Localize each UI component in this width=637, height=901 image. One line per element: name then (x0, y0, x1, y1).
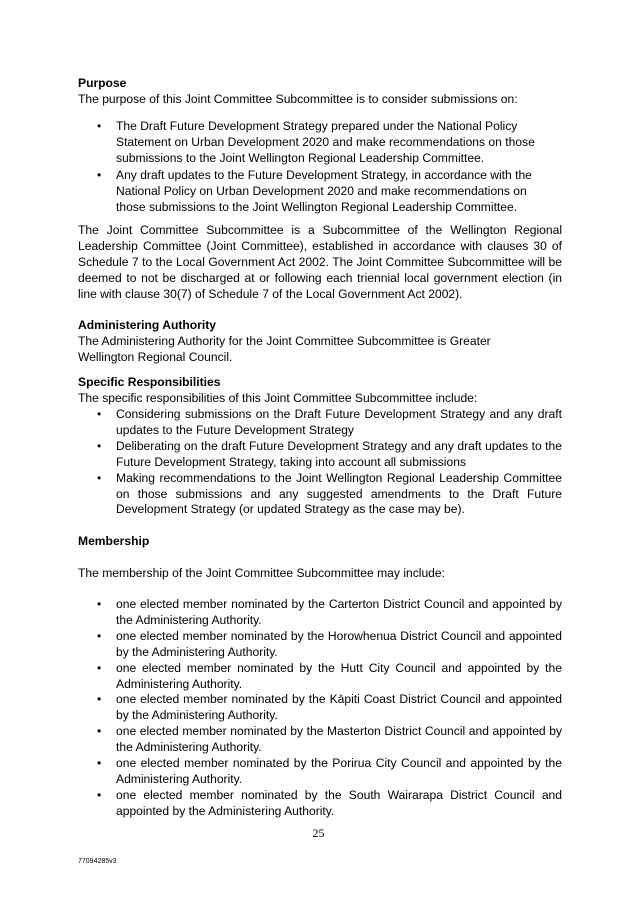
membership-item-4: • one elected member nominated by the Kāpiti Coast District Council and appointed by the Administering Authority. (78, 692, 562, 724)
membership-item-3: • one elected member nominated by the Hutt City Council and appointed by the Administering Authority. (78, 661, 562, 693)
purpose-intro: The purpose of this Joint Committee Subcommittee is to consider submissions on: (78, 92, 518, 106)
document-reference: 77094285v3 (78, 858, 117, 865)
administering-heading: Administering Authority (78, 318, 216, 332)
responsibilities-intro: The specific responsibilities of this Joint Committee Subcommittee include: (78, 391, 478, 405)
administering-text: The Administering Authority for the Joint Committee Subcommittee is Greater Wellington Regional Council. (78, 334, 491, 364)
membership-intro: The membership of the Joint Committee Subcommittee may include: (78, 566, 445, 580)
membership-item-6: • one elected member nominated by the Porirua City Council and appointed by the Administering Authority. (78, 756, 562, 788)
purpose-list (78, 119, 548, 215)
responsibility-item-2: • Deliberating on the draft Future Development Strategy and any draft updates to the Future Development Strategy, taking into account all submissions (78, 439, 562, 471)
page-number: 25 (312, 826, 325, 840)
membership-item-2: • one elected member nominated by the Horowhenua District Council and appointed by the Administering Authority. (78, 629, 562, 661)
membership-item-5: • one elected member nominated by the Masterton District Council and appointed by the Administering Authority. (78, 724, 562, 756)
purpose-item-1: • The Draft Future Development Strategy prepared under the National Policy Statement on Urban Development 2020 and make recommendations on those submissions to the Joint Wellington Regional Leadership Committee. (78, 119, 548, 167)
membership-item-7: • one elected member nominated by the South Wairarapa District Council and appointed by the Administering Authority. (78, 788, 562, 820)
membership-item-1: • one elected member nominated by the Carterton District Council and appointed by the Administering Authority. (78, 597, 562, 629)
responsibilities-list (78, 407, 562, 518)
membership-heading: Membership (78, 534, 150, 548)
responsibility-item-3: • Making recommendations to the Joint Wellington Regional Leadership Committee on those submissions and any suggested amendments to the Draft Future Development Strategy (or updated Strategy as the case may be). (78, 471, 562, 519)
purpose-paragraph: The Joint Committee Subcommittee is a Subcommittee of the Wellington Regional Leadership Committee (Joint Committee), established in accordance with clauses 30 of Schedule 7 to the Local Government Act 2002. The Joint Committee Subcommittee will be deemed to not be discharged at or following each triennial local government election (in line with clause 30(7) of Schedule 7 of the Local Government Act 2002). (78, 223, 562, 301)
purpose-heading: Purpose (78, 76, 127, 90)
purpose-item-2: • Any draft updates to the Future Development Strategy, in accordance with the National Policy on Urban Development 2020 and make recommendations on those submissions to the Joint Wellington Regional Leadership Committee. (78, 168, 548, 216)
responsibilities-heading: Specific Responsibilities (78, 375, 221, 389)
responsibility-item-1: • Considering submissions on the Draft Future Development Strategy and any draft updates to the Future Development Strategy (78, 407, 562, 439)
membership-list (78, 597, 562, 820)
